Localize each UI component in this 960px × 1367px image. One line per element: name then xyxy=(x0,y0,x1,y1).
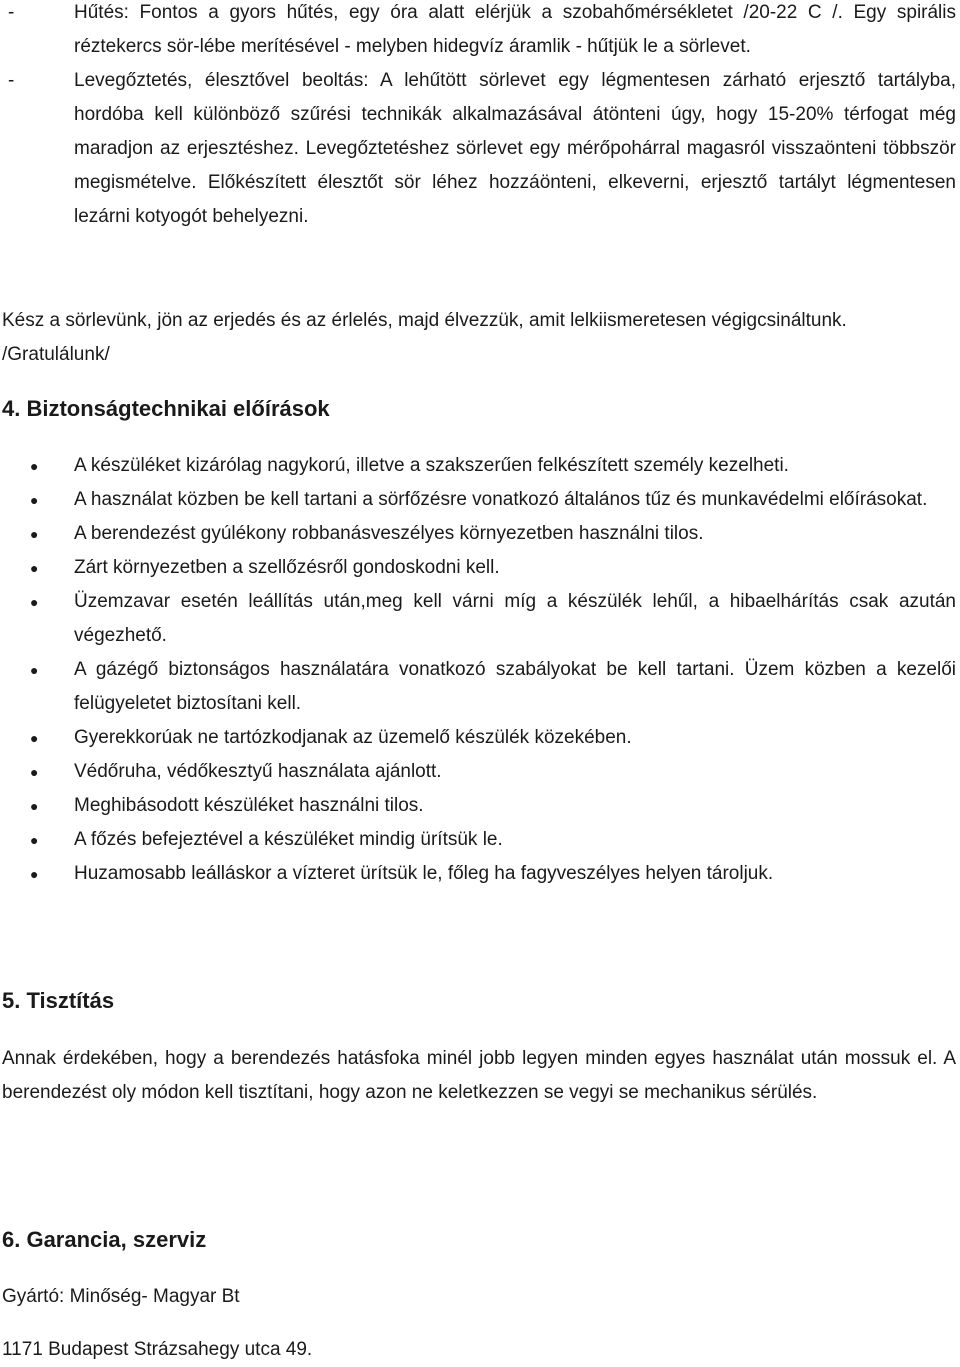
list-item xyxy=(2,551,956,585)
manufacturer-line: Gyártó: Minőség- Magyar Bt xyxy=(2,1286,240,1307)
bullet-icon: ● xyxy=(30,594,39,610)
list-item xyxy=(2,653,956,721)
list-item-text: Levegőztetés, élesztővel beoltás: A lehűtött sörlevet egy légmentesen zárható erjesztő tartályba, hordóba kell különböző szűrési technikák alkalmazásával átönteni úgy, hogy 15-20% térfogat még maradjon az erjesztéshez. Levegőztetéshez sörlevet egy mérőpohárral magasról visszaönteni többször megismételve. Előkészített élesztőt sör léhez hozzáönteni, elkeverni, erjesztő tartályt légmentesen lezárni kotyogót behelyezni. xyxy=(74,70,956,227)
list-item-text: A használat közben be kell tartani a sörfőzésre vonatkozó általános tűz és munkavédelmi előírásokat. xyxy=(74,489,928,510)
list-item xyxy=(2,755,956,789)
dash-marker: - xyxy=(8,70,15,91)
bullet-icon: ● xyxy=(30,560,39,576)
list-item xyxy=(2,64,956,234)
list-item-text: Hűtés: Fontos a gyors hűtés, egy óra alatt elérjük a szobahőmérsékletet /20-22 C /. Egy spirális réztekercs sör-lébe merítésével - melyben hidegvíz áramlik - hűtjük le a sörlevet. xyxy=(74,2,956,57)
list-item xyxy=(2,857,956,891)
list-item-text: Gyerekkorúak ne tartózkodjanak az üzemelő készülék közekében. xyxy=(74,727,632,748)
bullet-icon: ● xyxy=(30,662,39,678)
dash-list xyxy=(2,0,956,234)
dash-marker: - xyxy=(8,2,15,23)
list-item xyxy=(2,823,956,857)
bullet-icon: ● xyxy=(30,798,39,814)
ready-paragraph: Kész a sörlevünk, jön az erjedés és az érlelés, majd élvezzük, amit lelkiismeretesen végigcsináltunk. /Gratulálunk/ xyxy=(2,310,847,365)
section-5-heading: 5. Tisztítás xyxy=(2,988,115,1013)
list-item-text: A gázégő biztonságos használatára vonatkozó szabályokat be kell tartani. Üzem közben a kezelői felügyeletet biztosítani kell. xyxy=(74,659,956,714)
bullet-icon: ● xyxy=(30,492,39,508)
bullet-icon: ● xyxy=(30,730,39,746)
bullet-icon: ● xyxy=(30,764,39,780)
section-4-heading: 4. Biztonságtechnikai előírások xyxy=(2,396,330,421)
bullet-icon: ● xyxy=(30,526,39,542)
bullet-icon: ● xyxy=(30,832,39,848)
list-item xyxy=(2,449,956,483)
bullet-icon: ● xyxy=(30,458,39,474)
address-line: 1171 Budapest Strázsahegy utca 49. xyxy=(2,1339,313,1360)
cleaning-paragraph: Annak érdekében, hogy a berendezés hatásfoka minél jobb legyen minden egyes használat után mossuk el. A berendezést oly módon kell tisztítani, hogy azon ne keletkezzen se vegyi se mechanikus sérülés. xyxy=(2,1048,956,1103)
list-item xyxy=(2,585,956,653)
list-item-text: Üzemzavar esetén leállítás után,meg kell várni míg a készülék lehűl, a hibaelhárítás csak azután végezhető. xyxy=(74,591,956,646)
list-item xyxy=(2,517,956,551)
list-item-text: Huzamosabb leálláskor a vízteret ürítsük le, főleg ha fagyveszélyes helyen tároljuk. xyxy=(74,863,774,884)
list-item xyxy=(2,0,956,64)
list-item xyxy=(2,483,956,517)
list-item-text: A berendezést gyúlékony robbanásveszélyes környezetben használni tilos. xyxy=(74,523,704,544)
list-item-text: Védőruha, védőkesztyű használata ajánlott. xyxy=(74,761,442,782)
list-item-text: Zárt környezetben a szellőzésről gondoskodni kell. xyxy=(74,557,500,578)
section-6-heading: 6. Garancia, szerviz xyxy=(2,1227,207,1252)
bullet-icon: ● xyxy=(30,866,39,882)
safety-bullet-list xyxy=(2,449,956,891)
list-item-text: A főzés befejeztével a készüléket mindig ürítsük le. xyxy=(74,829,503,850)
list-item xyxy=(2,721,956,755)
list-item-text: A készüléket kizárólag nagykorú, illetve a szakszerűen felkészített személy kezelheti. xyxy=(74,455,789,476)
list-item-text: Meghibásodott készüléket használni tilos. xyxy=(74,795,424,816)
list-item xyxy=(2,789,956,823)
